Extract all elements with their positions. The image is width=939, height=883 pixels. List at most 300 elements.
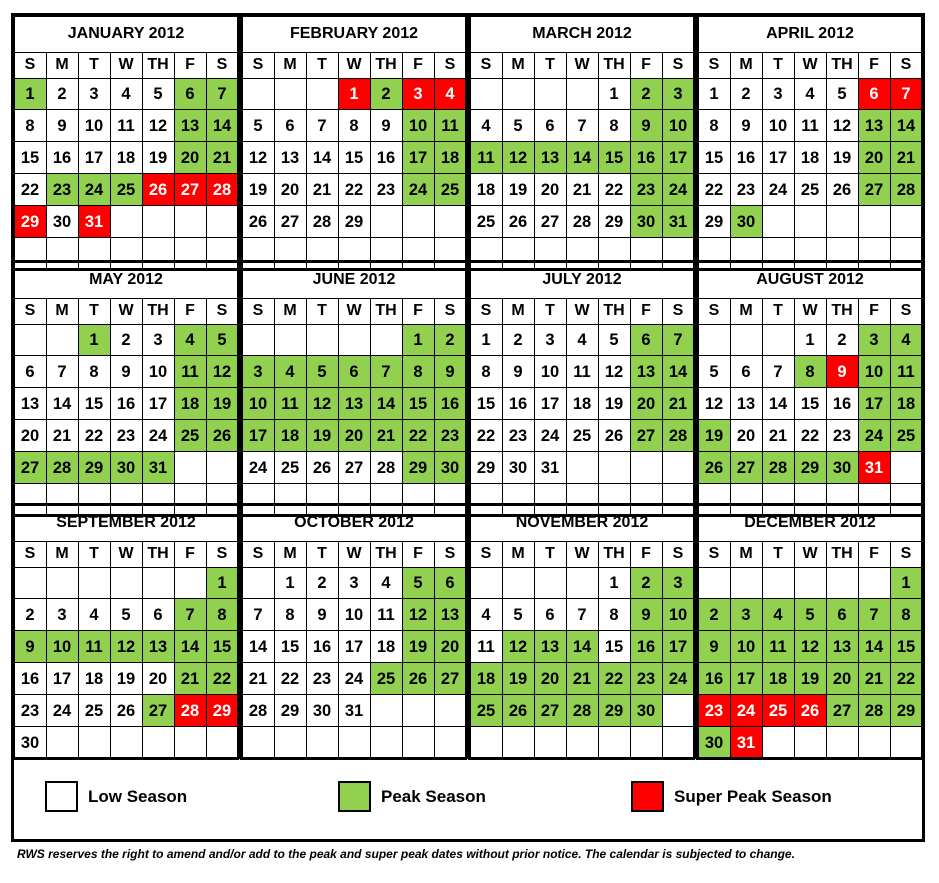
grid-line bbox=[696, 757, 923, 760]
grid-line bbox=[698, 567, 922, 568]
calendar-day: 1 bbox=[470, 324, 502, 356]
grid-line bbox=[306, 298, 307, 516]
grid-line bbox=[858, 298, 859, 516]
calendar-day: 30 bbox=[630, 695, 662, 727]
calendar-day: 1 bbox=[14, 78, 46, 110]
grid-line bbox=[794, 541, 795, 759]
calendar-day: 28 bbox=[662, 420, 694, 452]
weekday-header: S bbox=[900, 302, 912, 319]
calendar-day: 15 bbox=[338, 142, 370, 174]
calendar-day: 3 bbox=[534, 324, 566, 356]
grid-line bbox=[534, 541, 535, 759]
calendar-day: 8 bbox=[206, 599, 238, 631]
calendar-day: 14 bbox=[762, 388, 794, 420]
calendar-day: 13 bbox=[630, 356, 662, 388]
calendar-day: 8 bbox=[598, 110, 630, 142]
weekday-header: S bbox=[24, 302, 36, 319]
calendar-day: 21 bbox=[370, 420, 402, 452]
calendar-day: 19 bbox=[110, 663, 142, 695]
calendar-day: 15 bbox=[470, 388, 502, 420]
calendar-day: 3 bbox=[142, 324, 174, 356]
calendar-day: 1 bbox=[206, 567, 238, 599]
calendar-day: 3 bbox=[662, 78, 694, 110]
grid-line bbox=[242, 109, 466, 110]
grid-line bbox=[142, 298, 143, 516]
grid-line bbox=[78, 541, 79, 759]
calendar-day: 4 bbox=[470, 599, 502, 631]
month-january bbox=[14, 16, 238, 270]
calendar-day: 19 bbox=[306, 420, 338, 452]
calendar-day: 18 bbox=[470, 174, 502, 206]
calendar-day: 15 bbox=[402, 388, 434, 420]
grid-line bbox=[470, 541, 694, 542]
weekday-header: W bbox=[118, 56, 134, 73]
weekday-header: T bbox=[773, 56, 783, 73]
weekday-header: S bbox=[252, 302, 264, 319]
calendar-day: 5 bbox=[242, 110, 274, 142]
calendar-day: 3 bbox=[338, 567, 370, 599]
calendar-day: 14 bbox=[890, 110, 922, 142]
calendar-day: 12 bbox=[142, 110, 174, 142]
calendar-day: 20 bbox=[338, 420, 370, 452]
calendar-day: 4 bbox=[110, 78, 142, 110]
calendar-day: 18 bbox=[78, 663, 110, 695]
weekday-header: W bbox=[346, 302, 362, 319]
month-title: APRIL 2012 bbox=[766, 25, 854, 42]
grid-line bbox=[14, 298, 238, 299]
calendar-day: 22 bbox=[274, 663, 306, 695]
peak-season-swatch bbox=[338, 781, 371, 812]
calendar-day: 4 bbox=[566, 324, 598, 356]
weekday-header: F bbox=[869, 545, 879, 562]
calendar-day: 14 bbox=[206, 110, 238, 142]
calendar-day: 8 bbox=[598, 599, 630, 631]
weekday-header: M bbox=[55, 302, 69, 319]
calendar-day: 25 bbox=[78, 695, 110, 727]
calendar-day: 9 bbox=[14, 631, 46, 663]
calendar-day: 14 bbox=[46, 388, 78, 420]
calendar-day: 29 bbox=[794, 452, 826, 484]
weekday-header: T bbox=[317, 56, 327, 73]
calendar-day: 2 bbox=[110, 324, 142, 356]
grid-line bbox=[698, 205, 922, 206]
calendar-day: 29 bbox=[14, 206, 46, 238]
grid-line bbox=[921, 262, 924, 516]
weekday-header: W bbox=[802, 56, 818, 73]
calendar-day: 5 bbox=[598, 324, 630, 356]
calendar-day: 8 bbox=[274, 599, 306, 631]
calendar-day: 28 bbox=[306, 206, 338, 238]
calendar-day: 25 bbox=[274, 452, 306, 484]
grid-line bbox=[468, 16, 471, 270]
grid-line bbox=[698, 324, 922, 325]
calendar-day: 13 bbox=[730, 388, 762, 420]
calendar-day: 25 bbox=[370, 663, 402, 695]
calendar-day: 5 bbox=[142, 78, 174, 110]
calendar-day: 30 bbox=[306, 695, 338, 727]
calendar-day: 27 bbox=[534, 695, 566, 727]
calendar-day: 17 bbox=[662, 142, 694, 174]
calendar-day: 11 bbox=[470, 631, 502, 663]
grid-line bbox=[14, 52, 238, 53]
calendar-day: 10 bbox=[534, 356, 566, 388]
weekday-header: TH bbox=[603, 302, 625, 319]
calendar-day: 10 bbox=[730, 631, 762, 663]
grid-line bbox=[698, 726, 922, 727]
weekday-header: M bbox=[55, 56, 69, 73]
calendar-day: 21 bbox=[306, 174, 338, 206]
calendar-day: 21 bbox=[242, 663, 274, 695]
calendar-day: 19 bbox=[242, 174, 274, 206]
calendar-day: 18 bbox=[566, 388, 598, 420]
calendar-day: 8 bbox=[78, 356, 110, 388]
grid-line bbox=[696, 14, 923, 17]
calendar-day: 19 bbox=[502, 663, 534, 695]
calendar-day: 7 bbox=[306, 110, 338, 142]
calendar-day: 18 bbox=[470, 663, 502, 695]
grid-line bbox=[14, 541, 238, 542]
calendar-day: 5 bbox=[110, 599, 142, 631]
grid-line bbox=[434, 298, 435, 516]
calendar-day: 28 bbox=[174, 695, 206, 727]
calendar-day: 26 bbox=[502, 206, 534, 238]
calendar-day: 11 bbox=[370, 599, 402, 631]
grid-line bbox=[858, 541, 859, 759]
calendar-day: 5 bbox=[698, 356, 730, 388]
calendar-day: 12 bbox=[206, 356, 238, 388]
grid-line bbox=[794, 52, 795, 270]
calendar-day: 12 bbox=[826, 110, 858, 142]
calendar-day: 21 bbox=[174, 663, 206, 695]
weekday-header: F bbox=[185, 302, 195, 319]
calendar-day: 23 bbox=[698, 695, 730, 727]
calendar-day: 15 bbox=[890, 631, 922, 663]
weekday-header: S bbox=[216, 302, 228, 319]
calendar-day: 11 bbox=[890, 356, 922, 388]
weekday-header: W bbox=[574, 545, 590, 562]
calendar-day: 9 bbox=[434, 356, 466, 388]
grid-line bbox=[142, 541, 143, 759]
grid-line bbox=[14, 109, 238, 110]
weekday-header: F bbox=[185, 56, 195, 73]
grid-line bbox=[370, 541, 371, 759]
weekday-header: T bbox=[545, 56, 555, 73]
weekday-header: S bbox=[900, 545, 912, 562]
grid-line bbox=[470, 355, 694, 356]
weekday-header: TH bbox=[375, 56, 397, 73]
calendar-day: 27 bbox=[338, 452, 370, 484]
calendar-day: 12 bbox=[794, 631, 826, 663]
calendar-day: 30 bbox=[698, 727, 730, 759]
month-may bbox=[14, 262, 238, 516]
grid-line bbox=[630, 298, 631, 516]
calendar-day: 19 bbox=[698, 420, 730, 452]
weekday-header: W bbox=[346, 545, 362, 562]
calendar-day: 30 bbox=[14, 727, 46, 759]
calendar-day: 5 bbox=[826, 78, 858, 110]
calendar-day: 10 bbox=[402, 110, 434, 142]
grid-line bbox=[662, 298, 663, 516]
calendar-day: 6 bbox=[826, 599, 858, 631]
month-title: OCTOBER 2012 bbox=[294, 514, 414, 531]
calendar-day: 24 bbox=[142, 420, 174, 452]
calendar-day: 29 bbox=[890, 695, 922, 727]
calendar-day: 25 bbox=[470, 206, 502, 238]
grid-line bbox=[242, 726, 466, 727]
grid-line bbox=[110, 298, 111, 516]
weekday-header: T bbox=[545, 302, 555, 319]
calendar-day: 20 bbox=[534, 174, 566, 206]
calendar-day: 26 bbox=[598, 420, 630, 452]
grid-line bbox=[470, 78, 694, 79]
calendar-day: 17 bbox=[534, 388, 566, 420]
calendar-day: 2 bbox=[826, 324, 858, 356]
calendar-day: 12 bbox=[402, 599, 434, 631]
grid-line bbox=[696, 505, 699, 759]
grid-line bbox=[274, 52, 275, 270]
calendar-day: 25 bbox=[762, 695, 794, 727]
weekday-header: S bbox=[252, 545, 264, 562]
calendar-day: 6 bbox=[174, 78, 206, 110]
calendar-day: 16 bbox=[826, 388, 858, 420]
calendar-day: 13 bbox=[434, 599, 466, 631]
calendar-day: 10 bbox=[78, 110, 110, 142]
calendar-day: 2 bbox=[306, 567, 338, 599]
grid-line bbox=[598, 541, 599, 759]
calendar-day: 24 bbox=[46, 695, 78, 727]
grid-line bbox=[14, 387, 238, 388]
calendar-day: 17 bbox=[46, 663, 78, 695]
calendar-day: 12 bbox=[598, 356, 630, 388]
grid-line bbox=[502, 541, 503, 759]
weekday-header: S bbox=[480, 545, 492, 562]
grid-line bbox=[12, 16, 15, 270]
month-september bbox=[14, 505, 238, 759]
calendar-day: 10 bbox=[338, 599, 370, 631]
calendar-day: 7 bbox=[370, 356, 402, 388]
calendar-day: 12 bbox=[502, 142, 534, 174]
grid-line bbox=[662, 541, 663, 759]
weekday-header: TH bbox=[147, 56, 169, 73]
calendar-day: 20 bbox=[534, 663, 566, 695]
month-december bbox=[698, 505, 922, 759]
calendar-day: 31 bbox=[78, 206, 110, 238]
weekday-header: M bbox=[283, 302, 297, 319]
calendar-day: 26 bbox=[306, 452, 338, 484]
calendar-day: 25 bbox=[794, 174, 826, 206]
calendar-day: 17 bbox=[762, 142, 794, 174]
calendar-day: 2 bbox=[730, 78, 762, 110]
weekday-header: S bbox=[900, 56, 912, 73]
calendar-day: 26 bbox=[826, 174, 858, 206]
calendar-day: 22 bbox=[338, 174, 370, 206]
calendar-day: 24 bbox=[858, 420, 890, 452]
calendar-day: 28 bbox=[566, 206, 598, 238]
calendar-day: 16 bbox=[370, 142, 402, 174]
calendar-day: 26 bbox=[206, 420, 238, 452]
calendar-day: 17 bbox=[662, 631, 694, 663]
calendar-day: 12 bbox=[242, 142, 274, 174]
grid-line bbox=[470, 630, 694, 631]
month-august bbox=[698, 262, 922, 516]
calendar-day: 19 bbox=[794, 663, 826, 695]
grid-line bbox=[240, 505, 243, 759]
calendar-day: 1 bbox=[890, 567, 922, 599]
calendar-day: 27 bbox=[730, 452, 762, 484]
grid-line bbox=[698, 387, 922, 388]
calendar-day: 7 bbox=[566, 110, 598, 142]
calendar-day: 7 bbox=[858, 599, 890, 631]
weekday-header: TH bbox=[375, 302, 397, 319]
grid-line bbox=[110, 541, 111, 759]
calendar-day: 15 bbox=[274, 631, 306, 663]
calendar-day: 20 bbox=[858, 142, 890, 174]
grid-line bbox=[470, 324, 694, 325]
grid-line bbox=[370, 52, 371, 270]
grid-line bbox=[696, 260, 923, 263]
calendar-day: 21 bbox=[662, 388, 694, 420]
calendar-day: 17 bbox=[402, 142, 434, 174]
calendar-day: 6 bbox=[274, 110, 306, 142]
calendar-day: 4 bbox=[370, 567, 402, 599]
weekday-header: F bbox=[869, 56, 879, 73]
calendar-day: 9 bbox=[730, 110, 762, 142]
calendar-day: 19 bbox=[402, 631, 434, 663]
calendar-day: 22 bbox=[598, 663, 630, 695]
calendar-day: 11 bbox=[470, 142, 502, 174]
grid-line bbox=[174, 541, 175, 759]
calendar-day: 2 bbox=[502, 324, 534, 356]
grid-line bbox=[242, 662, 466, 663]
calendar-day: 26 bbox=[110, 695, 142, 727]
calendar-day: 8 bbox=[698, 110, 730, 142]
grid-line bbox=[696, 503, 923, 506]
grid-line bbox=[470, 483, 694, 484]
grid-line bbox=[470, 298, 694, 299]
calendar-day: 26 bbox=[502, 695, 534, 727]
grid-line bbox=[470, 419, 694, 420]
weekday-header: T bbox=[317, 302, 327, 319]
calendar-day: 21 bbox=[206, 142, 238, 174]
grid-line bbox=[470, 598, 694, 599]
grid-line bbox=[468, 262, 471, 516]
calendar-day: 8 bbox=[402, 356, 434, 388]
calendar-day: 7 bbox=[46, 356, 78, 388]
weekday-header: M bbox=[283, 56, 297, 73]
grid-line bbox=[242, 173, 466, 174]
calendar-day: 6 bbox=[14, 356, 46, 388]
weekday-header: M bbox=[283, 545, 297, 562]
calendar-day: 1 bbox=[402, 324, 434, 356]
grid-line bbox=[762, 541, 763, 759]
calendar-day: 9 bbox=[502, 356, 534, 388]
calendar-day: 25 bbox=[470, 695, 502, 727]
calendar-day: 5 bbox=[794, 599, 826, 631]
grid-line bbox=[470, 726, 694, 727]
weekday-header: T bbox=[773, 545, 783, 562]
grid-line bbox=[240, 14, 467, 17]
grid-line bbox=[338, 298, 339, 516]
grid-line bbox=[698, 598, 922, 599]
weekday-header: T bbox=[89, 302, 99, 319]
grid-line bbox=[206, 52, 207, 270]
calendar-day: 18 bbox=[110, 142, 142, 174]
grid-line bbox=[14, 205, 238, 206]
grid-line bbox=[630, 52, 631, 270]
calendar-day: 20 bbox=[142, 663, 174, 695]
calendar-day: 31 bbox=[142, 452, 174, 484]
calendar-day: 6 bbox=[534, 110, 566, 142]
weekday-header: S bbox=[672, 302, 684, 319]
grid-line bbox=[14, 483, 238, 484]
calendar-day: 4 bbox=[470, 110, 502, 142]
grid-line bbox=[14, 694, 238, 695]
grid-line bbox=[14, 173, 238, 174]
grid-line bbox=[698, 52, 922, 53]
grid-line bbox=[698, 109, 922, 110]
calendar-day: 22 bbox=[402, 420, 434, 452]
calendar-day: 24 bbox=[662, 174, 694, 206]
grid-line bbox=[274, 298, 275, 516]
calendar-day: 23 bbox=[370, 174, 402, 206]
grid-line bbox=[110, 52, 111, 270]
grid-line bbox=[242, 630, 466, 631]
calendar-day: 21 bbox=[566, 174, 598, 206]
calendar-day: 28 bbox=[762, 452, 794, 484]
calendar-day: 5 bbox=[502, 110, 534, 142]
grid-line bbox=[826, 52, 827, 270]
weekday-header: S bbox=[444, 545, 456, 562]
calendar-day: 18 bbox=[174, 388, 206, 420]
calendar-day: 16 bbox=[698, 663, 730, 695]
weekday-header: W bbox=[346, 56, 362, 73]
grid-line bbox=[242, 387, 466, 388]
calendar-day: 17 bbox=[78, 142, 110, 174]
grid-line bbox=[14, 662, 238, 663]
weekday-header: F bbox=[185, 545, 195, 562]
calendar-day: 3 bbox=[662, 567, 694, 599]
super-peak-season-swatch bbox=[631, 781, 664, 812]
calendar-day: 23 bbox=[730, 174, 762, 206]
calendar-day: 11 bbox=[78, 631, 110, 663]
grid-line bbox=[502, 52, 503, 270]
calendar-day: 26 bbox=[142, 174, 174, 206]
calendar-day: 10 bbox=[858, 356, 890, 388]
weekday-header: M bbox=[739, 302, 753, 319]
calendar-day: 27 bbox=[434, 663, 466, 695]
grid-line bbox=[14, 324, 238, 325]
weekday-header: S bbox=[708, 545, 720, 562]
grid-line bbox=[14, 630, 238, 631]
calendar-day: 30 bbox=[434, 452, 466, 484]
grid-line bbox=[206, 541, 207, 759]
calendar-day: 4 bbox=[78, 599, 110, 631]
calendar-day: 19 bbox=[142, 142, 174, 174]
calendar-day: 2 bbox=[630, 567, 662, 599]
peak-season-label: Peak Season bbox=[381, 787, 486, 806]
calendar-day: 5 bbox=[206, 324, 238, 356]
grid-line bbox=[470, 387, 694, 388]
calendar-day: 30 bbox=[502, 452, 534, 484]
grid-line bbox=[566, 52, 567, 270]
calendar-day: 13 bbox=[534, 631, 566, 663]
calendar-day: 25 bbox=[110, 174, 142, 206]
grid-line bbox=[858, 52, 859, 270]
calendar-day: 24 bbox=[78, 174, 110, 206]
grid-line bbox=[12, 503, 239, 506]
calendar-day: 17 bbox=[858, 388, 890, 420]
calendar-day: 16 bbox=[434, 388, 466, 420]
